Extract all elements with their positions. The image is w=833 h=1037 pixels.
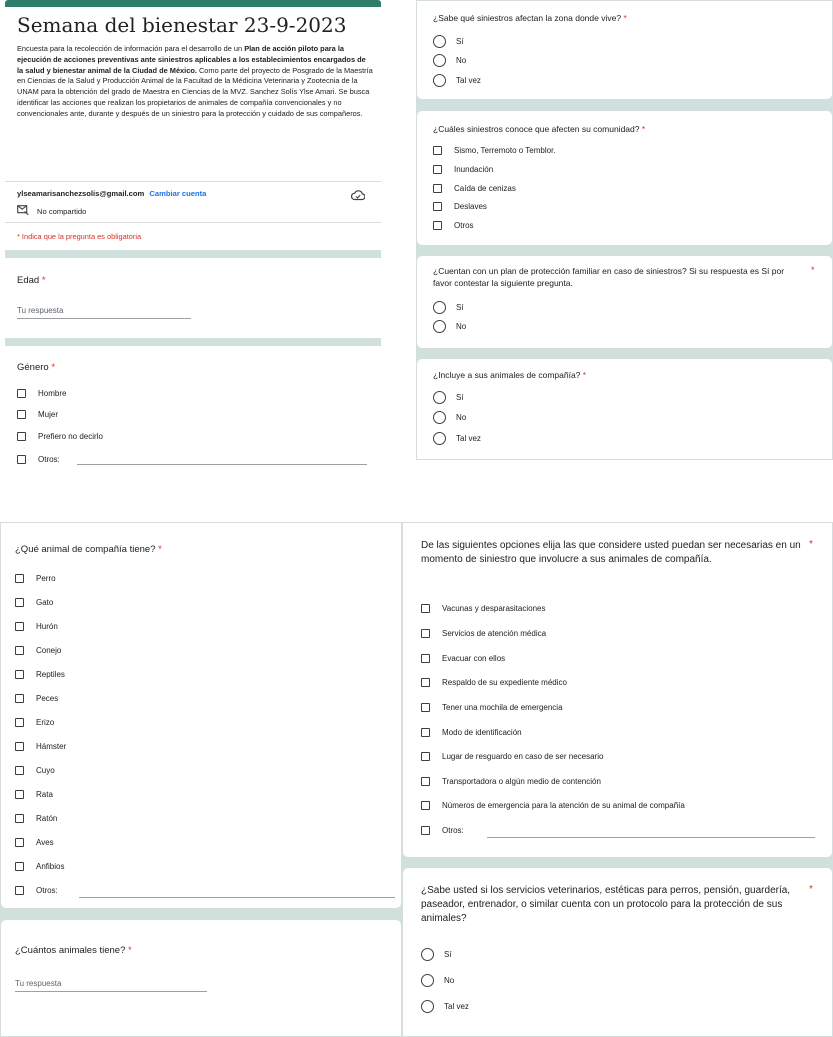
option-label: Gato [36, 598, 54, 607]
checkbox[interactable] [421, 629, 430, 638]
checkbox-option[interactable] [15, 670, 65, 679]
option-label: Perro [36, 574, 56, 583]
checkbox-option[interactable] [433, 165, 493, 174]
checkbox-option[interactable] [421, 777, 601, 786]
option-label: Hombre [38, 389, 67, 398]
checkbox-option[interactable] [421, 629, 546, 638]
radio-option[interactable] [433, 301, 464, 314]
checkbox-option[interactable] [15, 742, 66, 751]
desc-intro: Encuesta para la recolección de información para el desarrollo de un [17, 44, 243, 53]
incluye-question [433, 369, 586, 382]
checkbox[interactable] [433, 165, 442, 174]
card-opciones [402, 522, 833, 858]
cloud-icon[interactable] [351, 188, 365, 206]
checkbox-option[interactable] [17, 432, 103, 441]
option-label: Modo de identificación [442, 728, 522, 737]
plan-question: ¿Cuentan con un plan de protección familiar en caso de siniestros? Si su respuesta es Sí por favor contestar la siguiente pregunta. [433, 266, 785, 288]
checkbox[interactable] [421, 826, 430, 835]
conoce-question [433, 123, 645, 136]
option-label: Vacunas y desparasitaciones [442, 604, 546, 613]
required-asterisk: * [809, 884, 813, 895]
option-label: Reptiles [36, 670, 65, 679]
checkbox-option[interactable] [15, 574, 56, 583]
option-label: Sí [444, 950, 452, 959]
checkbox[interactable] [15, 718, 24, 727]
checkbox-option[interactable] [421, 703, 563, 712]
radio-option[interactable] [433, 411, 466, 424]
option-label: No [456, 413, 467, 422]
checkbox-option[interactable] [17, 455, 60, 464]
checkbox[interactable] [17, 432, 26, 441]
checkbox[interactable] [421, 654, 430, 663]
checkbox[interactable] [15, 862, 24, 871]
radio-button[interactable] [433, 35, 446, 48]
option-label: Aves [36, 838, 54, 847]
option-label: Respaldo de su expediente médico [442, 678, 567, 687]
option-label: Tener una mochila de emergencia [442, 703, 563, 712]
edad-question [17, 275, 46, 286]
checkbox-option[interactable] [15, 718, 54, 727]
checkbox[interactable] [15, 646, 24, 655]
checkbox[interactable] [15, 790, 24, 799]
radio-option[interactable] [421, 974, 454, 987]
not-shared-label: No compartido [37, 206, 87, 216]
checkbox[interactable] [17, 389, 26, 398]
divider [5, 222, 381, 223]
checkbox-option[interactable] [17, 389, 66, 398]
radio-option[interactable] [433, 432, 481, 445]
checkbox-option[interactable] [15, 790, 53, 799]
radio-button[interactable] [433, 74, 446, 87]
opciones-question: De las siguientes opciones elija las que considere usted puedan ser necesarias en un momento de siniestro que involucre a sus animales de compañía. [421, 540, 801, 565]
checkbox-option[interactable] [15, 622, 58, 631]
radio-button[interactable] [433, 411, 446, 424]
radio-button[interactable] [433, 301, 446, 314]
other-input[interactable] [77, 464, 367, 465]
radio-option[interactable] [421, 1000, 469, 1013]
checkbox[interactable] [433, 202, 442, 211]
checkbox[interactable] [15, 886, 24, 895]
option-label: Sismo, Terremoto o Temblor. [454, 146, 556, 155]
checkbox-option[interactable] [421, 654, 505, 663]
checkbox-option[interactable] [421, 604, 545, 613]
option-label: Lugar de resguardo en caso de ser necesario [442, 752, 604, 761]
card-cuantos [0, 919, 402, 1037]
checkbox[interactable] [17, 455, 26, 464]
checkbox-option[interactable] [15, 886, 58, 895]
radio-button[interactable] [433, 320, 446, 333]
checkbox-option[interactable] [421, 801, 685, 810]
card-zona [416, 0, 833, 100]
input-underline [17, 318, 191, 319]
other-input[interactable] [79, 897, 395, 898]
checkbox-option[interactable] [17, 410, 58, 419]
required-note: * Indica que la pregunta es obligatoria [17, 232, 142, 241]
checkbox[interactable] [433, 184, 442, 193]
option-label: Otros [454, 221, 474, 230]
form-title: Semana del bienestar 23-9-2023 [17, 13, 347, 37]
not-shared-row [17, 205, 86, 217]
top-right-panel [416, 0, 833, 460]
option-label: Tal vez [444, 1002, 469, 1011]
radio-button[interactable] [421, 974, 434, 987]
option-label: No [444, 976, 455, 985]
checkbox[interactable] [17, 410, 26, 419]
option-label: Peces [36, 694, 59, 703]
required-asterisk: * [811, 265, 815, 275]
option-label: Otros: [36, 886, 58, 895]
account-email: ylseamarisanchezsolis@gmail.com [17, 189, 145, 198]
bottom-left-panel [0, 522, 402, 1037]
checkbox[interactable] [15, 766, 24, 775]
option-label: Hámster [36, 742, 67, 751]
option-label: Otros: [38, 455, 60, 464]
desc-bold: Plan de acción piloto para la ejecución de acciones preventivas ante siniestros aplicables a los establecimientos encargados de la salud y bienestar animal de la Ciudad de México. [17, 44, 366, 75]
radio-button[interactable] [421, 948, 434, 961]
switch-account-link[interactable]: Cambiar cuenta [149, 189, 207, 198]
cuantos-input[interactable]: Tu respuesta [15, 979, 62, 988]
option-label: Sí [456, 37, 464, 46]
required-asterisk: * [582, 370, 587, 380]
checkbox-option[interactable] [433, 146, 556, 155]
checkbox-option[interactable] [421, 752, 603, 761]
option-label: Sí [456, 393, 464, 402]
card-plan [416, 255, 833, 349]
desc-rest: Como parte del proyecto de Posgrado de la Maestría en Ciencias de la Salud y Producción Animal de la Facultad de la Médicina Veterinaria y Zootecnia de la UNAM para la obtención del grado de Maestra en Ciencias de la MVZ. Sanchez Solís Ylse Amari. Se busca identificar las acciones que realizan los propietarios de animales de compañía convencionales y no convencionales ante, durante y después de un siniestro para la protección y cuidado de sus compañeros. [17, 65, 373, 118]
checkbox[interactable] [15, 598, 24, 607]
checkbox-option[interactable] [421, 826, 464, 835]
checkbox-option[interactable] [15, 838, 54, 847]
required-asterisk: * [158, 544, 162, 555]
option-label: Caída de cenizas [454, 184, 516, 193]
other-input[interactable] [487, 837, 815, 838]
option-label: Erizo [36, 718, 55, 727]
checkbox-option[interactable] [421, 728, 522, 737]
radio-button[interactable] [433, 391, 446, 404]
question-label: ¿Cuántos animales tiene? [15, 945, 126, 956]
section-separator [5, 338, 381, 346]
checkbox[interactable] [421, 752, 430, 761]
required-asterisk: * [128, 945, 132, 956]
checkbox[interactable] [421, 604, 430, 613]
option-label: No [456, 322, 467, 331]
card-conoce [416, 110, 833, 246]
option-label: Rata [36, 790, 53, 799]
checkbox[interactable] [15, 574, 24, 583]
radio-button[interactable] [433, 432, 446, 445]
checkbox[interactable] [421, 678, 430, 687]
checkbox[interactable] [15, 838, 24, 847]
checkbox-option[interactable] [15, 814, 57, 823]
radio-option[interactable] [433, 320, 466, 333]
question-label: ¿Incluye a sus animales de compañía? [433, 370, 581, 380]
checkbox-option[interactable] [433, 221, 474, 230]
option-label: Tal vez [456, 434, 481, 443]
option-label: Deslaves [454, 202, 487, 211]
checkbox[interactable] [421, 728, 430, 737]
option-label: Mujer [38, 410, 59, 419]
radio-option[interactable] [433, 35, 464, 48]
question-label: ¿Qué animal de compañía tiene? [15, 544, 156, 555]
radio-option[interactable] [421, 948, 452, 961]
option-label: Anfibios [36, 862, 65, 871]
checkbox-option[interactable] [15, 862, 64, 871]
checkbox[interactable] [15, 694, 24, 703]
servicios-question: ¿Sabe usted si los servicios veterinarios, estéticas para perros, pensión, guardería, paseador, entrenador, o similar cuenta con un protocolo para la protección de sus animales? [421, 885, 791, 924]
section-separator [5, 250, 381, 258]
divider [5, 181, 381, 182]
option-label: Evacuar con ellos [442, 654, 506, 663]
question-label: ¿Cuáles siniestros conoce que afecten su comunidad? [433, 124, 640, 134]
radio-option[interactable] [433, 54, 466, 67]
question-label: Edad [17, 275, 40, 286]
required-asterisk: * [623, 13, 627, 23]
checkbox[interactable] [421, 801, 430, 810]
radio-button[interactable] [433, 54, 446, 67]
edad-input[interactable]: Tu respuesta [17, 306, 64, 315]
animal-question [15, 543, 162, 556]
option-label: Servicios de atención médica [442, 629, 547, 638]
option-label: Inundación [454, 165, 494, 174]
option-label: Números de emergencia para la atención de su animal de compañía [442, 801, 685, 810]
option-label: Otros: [442, 826, 464, 835]
checkbox[interactable] [433, 221, 442, 230]
input-underline [15, 991, 207, 992]
checkbox[interactable] [421, 777, 430, 786]
option-label: Prefiero no decirlo [38, 432, 103, 441]
checkbox-option[interactable] [433, 202, 487, 211]
question-label: ¿Sabe qué siniestros afectan la zona donde vive? [433, 13, 622, 23]
radio-option[interactable] [433, 74, 481, 87]
option-label: Transportadora o algún medio de contención [442, 777, 601, 786]
checkbox-option[interactable] [15, 766, 55, 775]
checkbox-option[interactable] [15, 646, 61, 655]
card-servicios [402, 867, 833, 1037]
checkbox[interactable] [15, 814, 24, 823]
radio-button[interactable] [421, 1000, 434, 1013]
radio-option[interactable] [433, 391, 464, 404]
checkbox-option[interactable] [433, 184, 516, 193]
option-label: Ratón [36, 814, 58, 823]
option-label: Hurón [36, 622, 58, 631]
checkbox[interactable] [15, 670, 24, 679]
option-label: Conejo [36, 646, 62, 655]
question-label: Género [17, 362, 49, 373]
checkbox-option[interactable] [15, 598, 53, 607]
checkbox-option[interactable] [421, 678, 567, 687]
form-description [17, 44, 373, 120]
required-asterisk: * [51, 362, 56, 373]
required-asterisk: * [41, 275, 46, 286]
option-label: Sí [456, 303, 464, 312]
required-asterisk: * [809, 539, 813, 550]
checkbox[interactable] [15, 742, 24, 751]
checkbox[interactable] [15, 622, 24, 631]
card-animal [0, 522, 402, 909]
required-asterisk: * [641, 124, 646, 134]
not-shared-icon [17, 205, 29, 217]
option-label: No [456, 56, 467, 65]
option-label: Tal vez [456, 76, 481, 85]
top-left-panel [5, 0, 381, 482]
option-label: Cuyo [36, 766, 55, 775]
checkbox[interactable] [433, 146, 442, 155]
bottom-right-panel [402, 522, 833, 1037]
account-row [17, 189, 206, 198]
card-incluye [416, 358, 833, 460]
genero-question [17, 362, 55, 373]
cuantos-question [15, 944, 132, 957]
header-accent [5, 0, 381, 7]
zona-question [433, 12, 627, 25]
checkbox-option[interactable] [15, 694, 58, 703]
checkbox[interactable] [421, 703, 430, 712]
